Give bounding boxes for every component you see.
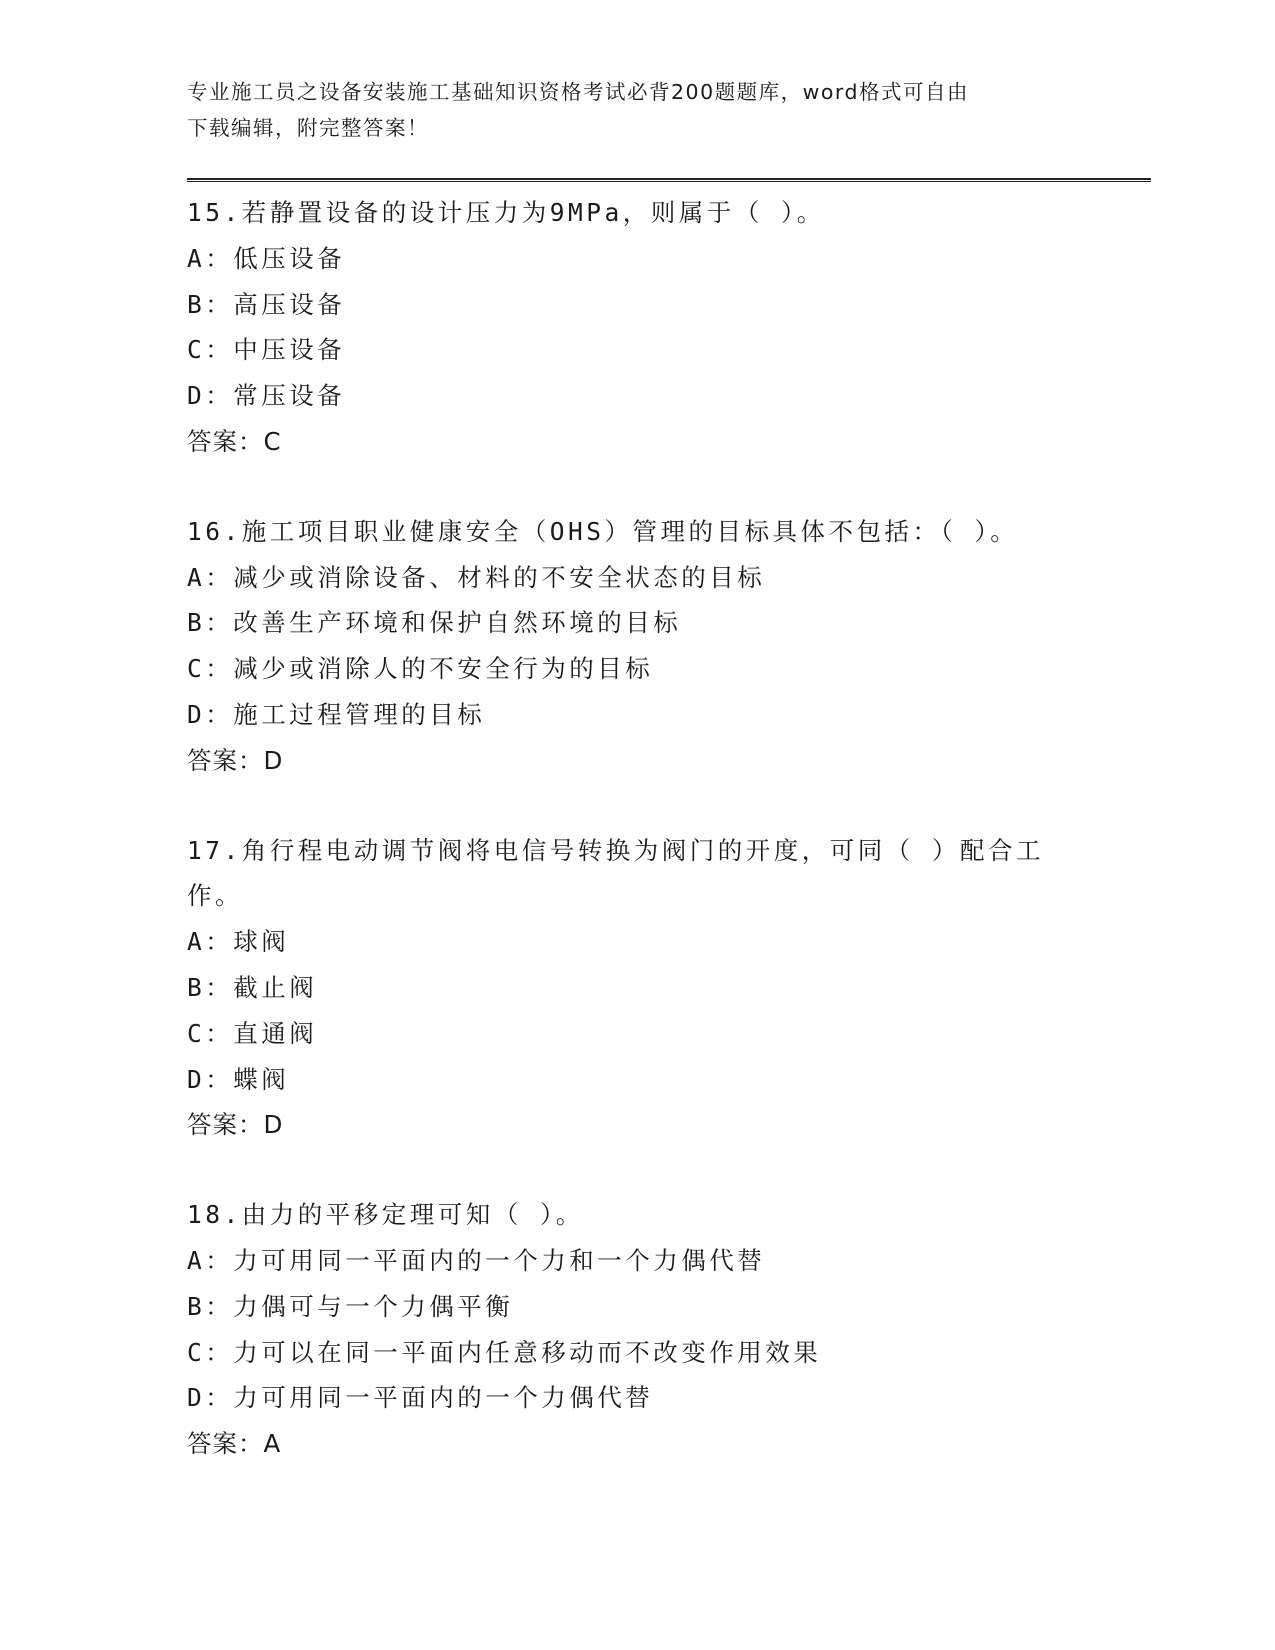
document-header xyxy=(187,74,1067,146)
question-block xyxy=(187,190,1137,465)
question-stem: 17.角行程电动调节阀将电信号转换为阀门的开度，可同（ ）配合工 xyxy=(187,835,1044,865)
answer-option: D：力可用同一平面内的一个力偶代替 xyxy=(187,1383,654,1413)
answer-option: D：施工过程管理的目标 xyxy=(187,699,486,729)
answer-option: A：低压设备 xyxy=(187,243,346,273)
answer-option: C：减少或消除人的不安全行为的目标 xyxy=(187,654,654,684)
answer-option: B：力偶可与一个力偶平衡 xyxy=(187,1291,514,1321)
answer-option: C：直通阀 xyxy=(187,1018,318,1048)
answer-option: C：力可以在同一平面内任意移动而不改变作用效果 xyxy=(187,1337,822,1367)
correct-answer: 答案：A xyxy=(187,1429,282,1459)
question-stem: 16.施工项目职业健康安全（OHS）管理的目标具体不包括：（ ）。 xyxy=(187,516,1019,546)
answer-option: C：中压设备 xyxy=(187,335,346,365)
correct-answer: 答案：C xyxy=(187,426,282,456)
question-stem: 18.由力的平移定理可知（ ）。 xyxy=(187,1200,584,1230)
header-line-1: 专业施工员之设备安装施工基础知识资格考试必背200题题库，word格式可自由 xyxy=(187,80,970,104)
question-block xyxy=(187,509,1137,784)
header-divider xyxy=(187,178,1151,182)
answer-option: A：力可用同一平面内的一个力和一个力偶代替 xyxy=(187,1245,766,1275)
answer-option: D：蝶阀 xyxy=(187,1064,290,1094)
answer-option: B：截止阀 xyxy=(187,972,318,1002)
question-block xyxy=(187,1192,1137,1467)
question-stem: 作。 xyxy=(187,881,243,911)
answer-option: B：改善生产环境和保护自然环境的目标 xyxy=(187,608,682,638)
question-stem: 15.若静置设备的设计压力为9MPa，则属于（ ）。 xyxy=(187,198,825,227)
answer-option: A：球阀 xyxy=(187,927,290,957)
answer-option: D：常压设备 xyxy=(187,381,346,411)
correct-answer: 答案：D xyxy=(187,1110,284,1140)
correct-answer: 答案：D xyxy=(187,745,284,775)
header-line-2: 下载编辑，附完整答案！ xyxy=(187,116,429,140)
answer-option: A：减少或消除设备、材料的不安全状态的目标 xyxy=(187,562,766,592)
answer-option: B：高压设备 xyxy=(187,289,346,319)
question-block xyxy=(187,828,1137,1149)
question-list xyxy=(187,190,1137,1511)
